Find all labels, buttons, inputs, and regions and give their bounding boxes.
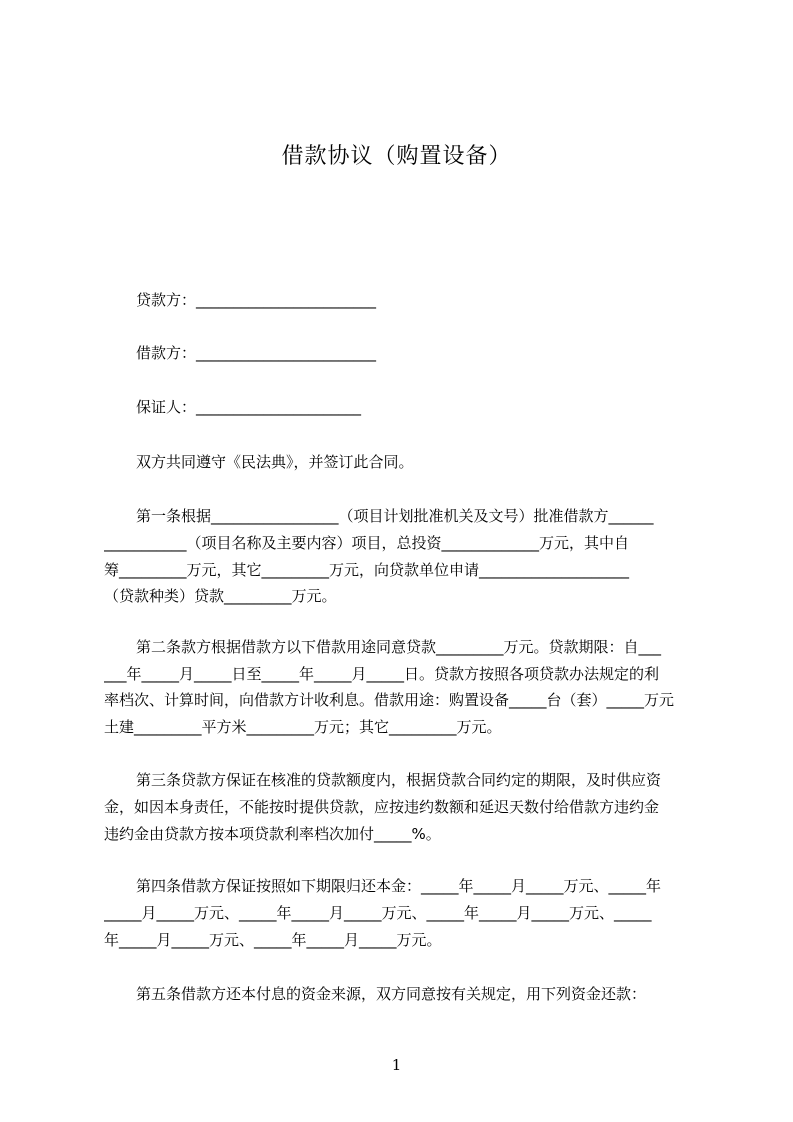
article-3-line-3: 违约金由贷款方按本项贷款利率档次加付_____%。 [104, 825, 441, 843]
article-2-line-2: ___年_____月_____日至_____年_____月_____日。贷款方按照各项贷款办法规定的利 [104, 665, 660, 683]
article-4-line-2: _____月_____万元、_____年_____月_____万元、_____年_____月_____万元、_____ [104, 904, 652, 922]
article-1-line-1: 第一条根据_________________（项目计划批准机关及文号）批准借款方______ [136, 507, 654, 525]
article-5-line-1: 第五条借款方还本付息的资金来源，双方同意按有关规定，用下列资金还款： [136, 985, 647, 1003]
document-title: 借款协议（购置设备） [281, 144, 512, 169]
page-number: 1 [391, 1056, 402, 1074]
lender-line: 贷款方：________________________ [136, 291, 377, 309]
article-2-line-4: 土建_________平方米_________万元；其它_________万元。 [104, 718, 502, 736]
preamble: 双方共同遵守《民法典》，并签订此合同。 [136, 453, 414, 471]
borrower-line: 借款方：________________________ [136, 344, 377, 362]
guarantor-line: 保证人：______________________ [136, 398, 362, 416]
article-2-line-3: 率档次、计算时间，向借款方计收利息。借款用途：购置设备_____台（套）_____万元 [104, 691, 675, 709]
article-3-line-2: 金，如因本身责任，不能按时提供贷款，应按违约数额和延迟天数付给借款方违约金 [104, 798, 660, 816]
article-4-line-3: 年_____月_____万元、_____年_____月_____万元。 [104, 931, 442, 949]
article-2-line-1: 第二条款方根据借款方以下借款用途同意贷款_________万元。贷款期限：自___ [136, 638, 662, 656]
article-1-line-3: 筹_________万元，其它_________万元，向贷款单位申请____________________ [104, 561, 630, 579]
article-3-line-1: 第三条贷款方保证在核准的贷款额度内，根据贷款合同约定的期限，及时供应资 [136, 771, 662, 789]
article-4-line-1: 第四条借款方保证按照如下期限归还本金：_____年_____月_____万元、_____年 [136, 877, 662, 895]
article-1-line-4: （贷款种类）贷款_________万元。 [104, 587, 337, 605]
article-1-line-2: ___________（项目名称及主要内容）项目，总投资_____________万元，其中自 [104, 534, 630, 552]
